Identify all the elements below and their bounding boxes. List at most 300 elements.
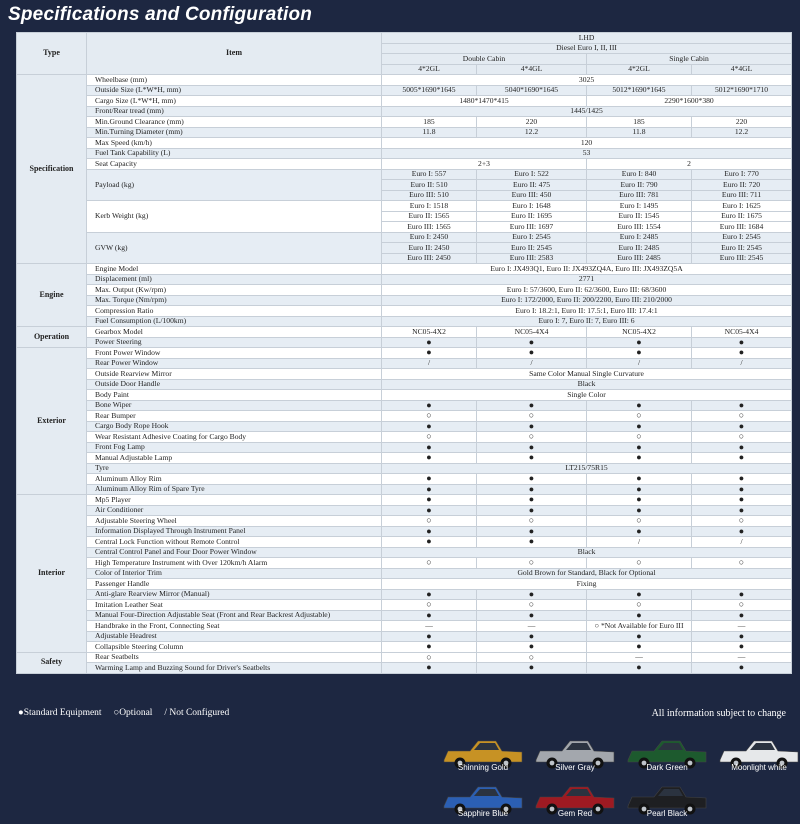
table-row xyxy=(17,411,792,422)
item-label: Collapsible Steering Column xyxy=(87,642,382,653)
value-cell: ○ xyxy=(692,516,792,527)
value-cell: — xyxy=(587,652,692,663)
table-row xyxy=(17,85,792,96)
value-cell: ● xyxy=(382,495,477,506)
value-cell: ● xyxy=(382,589,477,600)
item-label: Handbrake in the Front, Connecting Seat xyxy=(87,621,382,632)
type-header: Type xyxy=(17,33,87,75)
value-cell: ● xyxy=(692,642,792,653)
color-name-label: Sapphire Blue xyxy=(457,809,509,818)
value-cell: ● xyxy=(477,421,587,432)
value-cell: Euro I: 2545 xyxy=(477,232,587,243)
value-cell: ● xyxy=(477,631,587,642)
table-row xyxy=(17,505,792,516)
item-label: Min.Ground Clearance (mm) xyxy=(87,117,382,128)
spec-table xyxy=(16,32,792,674)
spec-table-header xyxy=(17,33,792,75)
section-label: Interior xyxy=(17,495,87,653)
value-cell: Euro I: 522 xyxy=(477,169,587,180)
item-label: Rear Bumper xyxy=(87,411,382,422)
value-cell: Euro II: 2485 xyxy=(587,243,692,254)
value-cell: Same Color Manual Single Curvature xyxy=(382,369,792,380)
item-label: Central Lock Function without Remote Control xyxy=(87,537,382,548)
table-row xyxy=(17,547,792,558)
value-cell: ● xyxy=(382,631,477,642)
table-row xyxy=(17,621,792,632)
value-cell: ● xyxy=(692,610,792,621)
item-label: Mp5 Player xyxy=(87,495,382,506)
value-cell: ● xyxy=(382,484,477,495)
item-label: Max Speed (km/h) xyxy=(87,138,382,149)
value-cell: — xyxy=(692,621,792,632)
value-cell: Euro I: 770 xyxy=(692,169,792,180)
legend xyxy=(18,708,229,718)
value-cell: ● xyxy=(692,400,792,411)
value-cell: ● xyxy=(477,642,587,653)
value-cell: ● xyxy=(382,663,477,674)
value-cell: ○ xyxy=(477,411,587,422)
table-row xyxy=(17,610,792,621)
item-label: Fuel Consumption (L/100km) xyxy=(87,316,382,327)
table-row xyxy=(17,369,792,380)
value-cell: Euro II: 1675 xyxy=(692,211,792,222)
value-cell: ● xyxy=(382,442,477,453)
legend-standard: ●Standard Equipment xyxy=(18,708,102,718)
value-cell: ● xyxy=(692,505,792,516)
value-cell: Euro III: 2545 xyxy=(692,253,792,264)
value-cell: ● xyxy=(382,642,477,653)
variant-header: 4*4GL xyxy=(477,64,587,75)
item-label: Front Power Window xyxy=(87,348,382,359)
table-row xyxy=(17,400,792,411)
value-cell: Black xyxy=(382,547,792,558)
table-row xyxy=(17,579,792,590)
value-cell: ○ xyxy=(382,411,477,422)
value-cell: Euro I: 7, Euro II: 7, Euro III: 6 xyxy=(382,316,792,327)
value-cell: NC05-4X2 xyxy=(382,327,477,338)
color-name-label: Moonlight white xyxy=(731,763,787,772)
table-row xyxy=(17,348,792,359)
item-label: GVW (kg) xyxy=(87,232,382,264)
table-row xyxy=(17,285,792,296)
table-row xyxy=(17,96,792,107)
value-cell: ○ xyxy=(382,600,477,611)
value-cell: Euro III: 1554 xyxy=(587,222,692,233)
value-cell: ● xyxy=(587,442,692,453)
value-cell: NC05-4X4 xyxy=(692,327,792,338)
item-label: Manual Four-Direction Adjustable Seat (Front and Rear Backrest Adjustable) xyxy=(87,610,382,621)
item-label: Max. Torque (Nm/rpm) xyxy=(87,295,382,306)
item-label: Anti-glare Rearview Mirror (Manual) xyxy=(87,589,382,600)
value-cell: ● xyxy=(692,484,792,495)
value-cell: 2771 xyxy=(382,274,792,285)
value-cell: Euro II: 1695 xyxy=(477,211,587,222)
value-cell: ○ xyxy=(382,516,477,527)
table-row xyxy=(17,568,792,579)
table-row xyxy=(17,148,792,159)
table-row xyxy=(17,106,792,117)
disclaimer: All information subject to change xyxy=(651,708,786,719)
value-cell: ● xyxy=(587,526,692,537)
value-cell: ● xyxy=(587,400,692,411)
value-cell: ● xyxy=(382,537,477,548)
value-cell: ● xyxy=(477,610,587,621)
value-cell: 1480*1470*415 xyxy=(382,96,587,107)
item-label: Body Paint xyxy=(87,390,382,401)
value-cell: 220 xyxy=(477,117,587,128)
value-cell: ● xyxy=(692,589,792,600)
value-cell: ● xyxy=(587,484,692,495)
value-cell: Euro I: 172/2000, Euro II: 200/2200, Euro III: 210/2000 xyxy=(382,295,792,306)
table-row xyxy=(17,337,792,348)
item-label: Compression Ratio xyxy=(87,306,382,317)
table-row xyxy=(17,295,792,306)
value-cell: Euro III: 1565 xyxy=(382,222,477,233)
value-cell: ● xyxy=(477,589,587,600)
value-cell: ● xyxy=(587,631,692,642)
item-label: Tyre xyxy=(87,463,382,474)
table-row xyxy=(17,474,792,485)
value-cell: ● xyxy=(477,484,587,495)
value-cell: ● xyxy=(587,589,692,600)
value-cell: ○ xyxy=(382,652,477,663)
value-cell: / xyxy=(692,537,792,548)
value-cell: ○ xyxy=(382,432,477,443)
value-cell: ● xyxy=(382,348,477,359)
legend-optional: ○Optional xyxy=(113,708,153,718)
variant-header: 4*2GL xyxy=(382,64,477,75)
table-row xyxy=(17,600,792,611)
value-cell: 12.2 xyxy=(692,127,792,138)
value-cell: ● xyxy=(692,495,792,506)
table-row xyxy=(17,642,792,653)
value-cell: Euro III: 2485 xyxy=(587,253,692,264)
item-label: Min.Turning Diameter (mm) xyxy=(87,127,382,138)
single-cabin-header: Single Cabin xyxy=(587,54,792,65)
value-cell: ● xyxy=(692,631,792,642)
color-name-label: Silver Gray xyxy=(555,763,595,772)
value-cell: Euro II: 1545 xyxy=(587,211,692,222)
value-cell: / xyxy=(692,358,792,369)
value-cell: ● xyxy=(382,474,477,485)
value-cell: 2 xyxy=(587,159,792,170)
table-row xyxy=(17,558,792,569)
value-cell: ○ xyxy=(587,432,692,443)
item-header: Item xyxy=(87,33,382,75)
item-label: Gearbox Model xyxy=(87,327,382,338)
value-cell: ● xyxy=(692,421,792,432)
item-label: Color of Interior Trim xyxy=(87,568,382,579)
value-cell: Euro II: 720 xyxy=(692,180,792,191)
section-label: Engine xyxy=(17,264,87,327)
value-cell: Euro III: 2450 xyxy=(382,253,477,264)
section-label: Operation xyxy=(17,327,87,348)
table-row xyxy=(17,316,792,327)
item-label: Aluminum Alloy Rim xyxy=(87,474,382,485)
value-cell: ○ xyxy=(692,558,792,569)
table-row xyxy=(17,526,792,537)
table-row xyxy=(17,652,792,663)
value-cell: ● xyxy=(587,474,692,485)
value-cell: 11.8 xyxy=(382,127,477,138)
value-cell: ● xyxy=(477,495,587,506)
value-cell: ● xyxy=(692,474,792,485)
table-row xyxy=(17,516,792,527)
section-label: Specification xyxy=(17,75,87,264)
engine-standard-header: Diesel Euro I, II, III xyxy=(382,43,792,54)
value-cell: Euro II: 790 xyxy=(587,180,692,191)
table-row xyxy=(17,75,792,86)
item-label: Cargo Body Rope Hook xyxy=(87,421,382,432)
legend-not-configured: / Not Configured xyxy=(164,708,230,718)
value-cell: Euro I: 2485 xyxy=(587,232,692,243)
value-cell: ● xyxy=(692,337,792,348)
item-label: Information Displayed Through Instrument Panel xyxy=(87,526,382,537)
item-label: Seat Capacity xyxy=(87,159,382,170)
value-cell: 185 xyxy=(587,117,692,128)
item-label: Displacement (ml) xyxy=(87,274,382,285)
table-row xyxy=(17,453,792,464)
value-cell: 5040*1690*1645 xyxy=(477,85,587,96)
item-label: Warming Lamp and Buzzing Sound for Driver's Seatbelts xyxy=(87,663,382,674)
value-cell: / xyxy=(382,358,477,369)
color-name-label: Pearl Black xyxy=(646,809,688,818)
value-cell: ● xyxy=(477,537,587,548)
value-cell: Euro III: 2583 xyxy=(477,253,587,264)
value-cell: 3025 xyxy=(382,75,792,86)
value-cell: ● xyxy=(692,348,792,359)
value-cell: ○ xyxy=(477,652,587,663)
item-label: Outside Rearview Mirror xyxy=(87,369,382,380)
value-cell: Euro I: 840 xyxy=(587,169,692,180)
value-cell: ● xyxy=(382,400,477,411)
item-label: Wear Resistant Adhesive Coating for Cargo Body xyxy=(87,432,382,443)
value-cell: ● xyxy=(477,474,587,485)
item-label: Manual Adjustable Lamp xyxy=(87,453,382,464)
item-label: Outside Door Handle xyxy=(87,379,382,390)
table-row xyxy=(17,484,792,495)
value-cell: Euro III: 711 xyxy=(692,190,792,201)
value-cell: ○ xyxy=(477,432,587,443)
value-cell: Euro I: 18.2:1, Euro II: 17.5:1, Euro III: 17.4:1 xyxy=(382,306,792,317)
item-label: Aluminum Alloy Rim of Spare Tyre xyxy=(87,484,382,495)
value-cell: ● xyxy=(382,453,477,464)
item-label: Payload (kg) xyxy=(87,169,382,201)
table-row xyxy=(17,589,792,600)
item-label: Front Fog Lamp xyxy=(87,442,382,453)
item-label: High Temperature Instrument with Over 120km/h Alarm xyxy=(87,558,382,569)
value-cell: Euro II: 2545 xyxy=(692,243,792,254)
table-row xyxy=(17,232,792,243)
item-label: Imitation Leather Seat xyxy=(87,600,382,611)
value-cell: Single Color xyxy=(382,390,792,401)
value-cell: / xyxy=(477,358,587,369)
double-cabin-header: Double Cabin xyxy=(382,54,587,65)
item-label: Adjustable Steering Wheel xyxy=(87,516,382,527)
color-name-label: Shinning Gold xyxy=(457,763,509,772)
table-row xyxy=(17,631,792,642)
value-cell: Euro II: 510 xyxy=(382,180,477,191)
value-cell: ● xyxy=(587,663,692,674)
value-cell: Euro II: 2545 xyxy=(477,243,587,254)
value-cell: 1445/1425 xyxy=(382,106,792,117)
color-options xyxy=(0,730,800,824)
value-cell: ● xyxy=(692,526,792,537)
table-row xyxy=(17,306,792,317)
color-name-label: Dark Green xyxy=(646,763,688,772)
value-cell: ● xyxy=(382,421,477,432)
value-cell: Euro I: 1518 xyxy=(382,201,477,212)
value-cell: Euro II: 475 xyxy=(477,180,587,191)
spec-table-body xyxy=(17,75,792,674)
value-cell: 12.2 xyxy=(477,127,587,138)
value-cell: Euro III: 510 xyxy=(382,190,477,201)
table-row xyxy=(17,117,792,128)
item-label: Fuel Tank Capability (L) xyxy=(87,148,382,159)
item-label: Central Control Panel and Four Door Power Window xyxy=(87,547,382,558)
table-row xyxy=(17,127,792,138)
table-row xyxy=(17,421,792,432)
table-row xyxy=(17,390,792,401)
item-label: Power Steering xyxy=(87,337,382,348)
value-cell: ● xyxy=(382,505,477,516)
value-cell: ● xyxy=(587,495,692,506)
value-cell: / xyxy=(587,537,692,548)
value-cell: Euro I: 2545 xyxy=(692,232,792,243)
value-cell: ○ xyxy=(587,516,692,527)
table-row xyxy=(17,358,792,369)
value-cell: ● xyxy=(382,610,477,621)
value-cell: 5012*1690*1645 xyxy=(587,85,692,96)
value-cell: ● xyxy=(477,442,587,453)
item-label: Max. Output (Kw/rpm) xyxy=(87,285,382,296)
value-cell: ● xyxy=(587,610,692,621)
table-row xyxy=(17,432,792,443)
value-cell: 120 xyxy=(382,138,792,149)
value-cell: ○ xyxy=(477,516,587,527)
table-row xyxy=(17,264,792,275)
value-cell: ● xyxy=(692,453,792,464)
value-cell: Gold Brown for Standard, Black for Optional xyxy=(382,568,792,579)
value-cell: 2+3 xyxy=(382,159,587,170)
item-label: Wheelbase (mm) xyxy=(87,75,382,86)
value-cell: LT215/75R15 xyxy=(382,463,792,474)
value-cell: ● xyxy=(477,663,587,674)
variant-header: 4*2GL xyxy=(587,64,692,75)
value-cell: ○ xyxy=(692,432,792,443)
value-cell: ● xyxy=(477,505,587,516)
section-label: Exterior xyxy=(17,348,87,495)
value-cell: — xyxy=(692,652,792,663)
value-cell: Euro II: 2450 xyxy=(382,243,477,254)
value-cell: / xyxy=(587,358,692,369)
value-cell: 53 xyxy=(382,148,792,159)
table-row xyxy=(17,327,792,338)
page-title: Specifications and Configuration xyxy=(8,4,313,25)
value-cell: ○ xyxy=(587,600,692,611)
value-cell: NC05-4X2 xyxy=(587,327,692,338)
value-cell: 2290*1600*380 xyxy=(587,96,792,107)
table-row xyxy=(17,159,792,170)
value-cell: Euro I: 2450 xyxy=(382,232,477,243)
value-cell: 5012*1690*1710 xyxy=(692,85,792,96)
value-cell: ○ xyxy=(587,558,692,569)
value-cell: ● xyxy=(587,421,692,432)
value-cell: Euro I: 57/3600, Euro II: 62/3600, Euro III: 68/3600 xyxy=(382,285,792,296)
item-label: Kerb Weight (kg) xyxy=(87,201,382,233)
value-cell: ○ xyxy=(692,411,792,422)
value-cell: 185 xyxy=(382,117,477,128)
value-cell: 220 xyxy=(692,117,792,128)
value-cell: ● xyxy=(587,642,692,653)
value-cell: ● xyxy=(692,442,792,453)
value-cell: — xyxy=(382,621,477,632)
value-cell: ○ xyxy=(382,558,477,569)
value-cell: Euro I: JX493Q1, Euro II: JX493ZQ4A, Euro III: JX493ZQ5A xyxy=(382,264,792,275)
table-row xyxy=(17,495,792,506)
value-cell: Euro I: 1648 xyxy=(477,201,587,212)
value-cell: Euro III: 781 xyxy=(587,190,692,201)
spec-sheet xyxy=(16,32,791,674)
item-label: Rear Seatbelts xyxy=(87,652,382,663)
section-label: Safety xyxy=(17,652,87,673)
value-cell: ● xyxy=(587,337,692,348)
color-name-label: Gem Red xyxy=(557,809,593,818)
table-row xyxy=(17,663,792,674)
value-cell: 11.8 xyxy=(587,127,692,138)
table-row xyxy=(17,201,792,212)
value-cell: ● xyxy=(692,663,792,674)
value-cell: ● xyxy=(587,348,692,359)
value-cell: — xyxy=(477,621,587,632)
value-cell: Euro III: 1697 xyxy=(477,222,587,233)
value-cell: Euro II: 1565 xyxy=(382,211,477,222)
value-cell: ● xyxy=(382,337,477,348)
value-cell: Fixing xyxy=(382,579,792,590)
table-row xyxy=(17,274,792,285)
variant-header: 4*4GL xyxy=(692,64,792,75)
item-label: Front/Rear tread (mm) xyxy=(87,106,382,117)
value-cell: ● xyxy=(587,505,692,516)
value-cell: Euro I: 557 xyxy=(382,169,477,180)
value-cell: ● xyxy=(477,337,587,348)
item-label: Outside Size (L*W*H, mm) xyxy=(87,85,382,96)
item-label: Bone Wiper xyxy=(87,400,382,411)
value-cell: ○ xyxy=(692,600,792,611)
item-label: Cargo Size (L*W*H, mm) xyxy=(87,96,382,107)
item-label: Adjustable Headrest xyxy=(87,631,382,642)
value-cell: Euro I: 1495 xyxy=(587,201,692,212)
item-label: Rear Power Window xyxy=(87,358,382,369)
table-row xyxy=(17,463,792,474)
value-cell: ○ xyxy=(477,600,587,611)
drive-header: LHD xyxy=(382,33,792,44)
item-label: Engine Model xyxy=(87,264,382,275)
table-row xyxy=(17,379,792,390)
value-cell: ● xyxy=(477,400,587,411)
table-row xyxy=(17,442,792,453)
value-cell: ● xyxy=(477,526,587,537)
item-label: Passenger Handle xyxy=(87,579,382,590)
value-cell: Euro I: 1625 xyxy=(692,201,792,212)
value-cell: ○ xyxy=(587,411,692,422)
table-row xyxy=(17,169,792,180)
value-cell: Euro III: 450 xyxy=(477,190,587,201)
value-cell: ○ xyxy=(477,558,587,569)
table-row xyxy=(17,138,792,149)
value-cell: ○ *Not Available for Euro III xyxy=(587,621,692,632)
table-row xyxy=(17,537,792,548)
